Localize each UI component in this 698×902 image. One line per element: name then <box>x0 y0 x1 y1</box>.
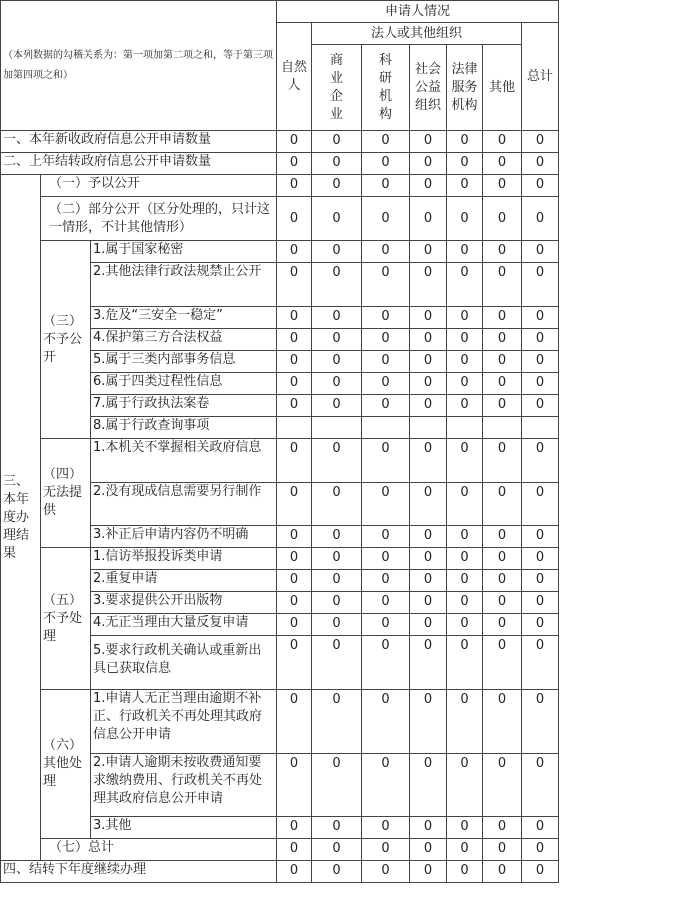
cell-value: 0 <box>362 614 410 636</box>
cell-value: 0 <box>483 526 522 548</box>
cell-value <box>483 417 522 439</box>
cell-value: 0 <box>362 241 410 263</box>
cell-value: 0 <box>483 548 522 570</box>
cell-value: 0 <box>522 839 559 861</box>
row-label: 2.重复申请 <box>91 570 277 592</box>
cell-value: 0 <box>312 329 362 351</box>
cell-value: 0 <box>483 395 522 417</box>
row-label: 2.申请人逾期未按收费通知要求缴纳费用、行政机关不再处理其政府信息公开申请 <box>91 754 277 817</box>
cell-value: 0 <box>447 861 483 883</box>
cell-value: 0 <box>312 614 362 636</box>
cell-value: 0 <box>277 395 312 417</box>
row-label: （七）总计 <box>41 839 277 861</box>
cell-value: 0 <box>410 526 447 548</box>
cell-value: 0 <box>312 197 362 241</box>
table-row <box>1 197 559 241</box>
cell-value: 0 <box>447 131 483 153</box>
header-applicant-situation: 申请人情况 <box>277 1 559 23</box>
cell-value: 0 <box>362 373 410 395</box>
cell-value: 0 <box>483 861 522 883</box>
table-row <box>1 548 559 570</box>
cell-value: 0 <box>362 307 410 329</box>
cell-value: 0 <box>483 153 522 175</box>
cell-value: 0 <box>410 614 447 636</box>
cell-value: 0 <box>483 690 522 754</box>
header-legal-service-org: 法律服务机构 <box>447 45 483 131</box>
header-research-institution: 科研机构 <box>362 45 410 131</box>
row-label: 5.要求行政机关确认或重新出具已获取信息 <box>91 636 277 690</box>
cell-value: 0 <box>447 592 483 614</box>
cell-value: 0 <box>362 131 410 153</box>
cell-value: 0 <box>447 526 483 548</box>
cell-value: 0 <box>522 263 559 307</box>
cell-value: 0 <box>277 839 312 861</box>
row-label: 2.其他法律行政法规禁止公开 <box>91 263 277 307</box>
cell-value: 0 <box>447 329 483 351</box>
cell-value: 0 <box>277 351 312 373</box>
row-label: 4.保护第三方合法权益 <box>91 329 277 351</box>
cell-value: 0 <box>277 153 312 175</box>
cell-value: 0 <box>362 636 410 690</box>
cell-value: 0 <box>312 570 362 592</box>
cell-value: 0 <box>410 351 447 373</box>
cell-value: 0 <box>483 439 522 483</box>
cell-value: 0 <box>483 373 522 395</box>
cell-value: 0 <box>483 592 522 614</box>
cell-value: 0 <box>312 839 362 861</box>
cell-value: 0 <box>277 592 312 614</box>
cell-value: 0 <box>447 373 483 395</box>
cell-value: 0 <box>522 351 559 373</box>
cell-value: 0 <box>277 570 312 592</box>
cell-value: 0 <box>447 636 483 690</box>
cell-value: 0 <box>277 329 312 351</box>
row-label: 四、结转下年度继续办理 <box>1 861 277 883</box>
cell-value: 0 <box>522 439 559 483</box>
header-legal-or-other: 法人或其他组织 <box>312 23 522 45</box>
group-5-label: （五）不予处理 <box>41 548 91 690</box>
cell-value: 0 <box>312 373 362 395</box>
cell-value: 0 <box>447 754 483 817</box>
table-row <box>1 175 559 197</box>
cell-value: 0 <box>410 570 447 592</box>
cell-value: 0 <box>312 861 362 883</box>
cell-value: 0 <box>362 263 410 307</box>
cell-value: 0 <box>522 526 559 548</box>
table-row <box>1 690 559 754</box>
cell-value: 0 <box>522 241 559 263</box>
cell-value: 0 <box>277 861 312 883</box>
cell-value <box>277 417 312 439</box>
cell-value: 0 <box>522 754 559 817</box>
cell-value: 0 <box>312 175 362 197</box>
cell-value: 0 <box>277 131 312 153</box>
cell-value: 0 <box>447 153 483 175</box>
row-label: 3.补正后申请内容仍不明确 <box>91 526 277 548</box>
cell-value: 0 <box>447 570 483 592</box>
cell-value: 0 <box>447 817 483 839</box>
cell-value: 0 <box>483 817 522 839</box>
cell-value: 0 <box>277 636 312 690</box>
cell-value: 0 <box>312 548 362 570</box>
row-label: 3.要求提供公开出版物 <box>91 592 277 614</box>
cell-value: 0 <box>410 754 447 817</box>
cell-value: 0 <box>410 395 447 417</box>
cell-value: 0 <box>312 817 362 839</box>
cell-value: 0 <box>522 395 559 417</box>
section3-label: 三、本年度办理结果 <box>1 175 41 861</box>
cell-value: 0 <box>522 197 559 241</box>
row-label: 6.属于四类过程性信息 <box>91 373 277 395</box>
cell-value: 0 <box>277 175 312 197</box>
cell-value: 0 <box>277 373 312 395</box>
cell-value: 0 <box>362 329 410 351</box>
cell-value: 0 <box>277 483 312 526</box>
cell-value: 0 <box>522 373 559 395</box>
cell-value: 0 <box>410 241 447 263</box>
row-label: 3.危及“三安全一稳定” <box>91 307 277 329</box>
cell-value: 0 <box>483 241 522 263</box>
cell-value: 0 <box>447 395 483 417</box>
cell-value: 0 <box>483 614 522 636</box>
cell-value: 0 <box>362 548 410 570</box>
table-row <box>1 241 559 263</box>
cell-value: 0 <box>483 483 522 526</box>
row-label: 1.本机关不掌握相关政府信息 <box>91 439 277 483</box>
cell-value: 0 <box>312 131 362 153</box>
cell-value: 0 <box>447 307 483 329</box>
cell-value: 0 <box>312 592 362 614</box>
cell-value: 0 <box>362 817 410 839</box>
cell-value: 0 <box>312 351 362 373</box>
table-row <box>1 861 559 883</box>
cell-value: 0 <box>277 439 312 483</box>
row-label: 4.无正当理由大量反复申请 <box>91 614 277 636</box>
cell-value: 0 <box>522 153 559 175</box>
cell-value: 0 <box>447 175 483 197</box>
row-label: 1.申请人无正当理由逾期不补正、行政机关不再处理其政府信息公开申请 <box>91 690 277 754</box>
cell-value: 0 <box>410 636 447 690</box>
cell-value <box>362 417 410 439</box>
cell-value: 0 <box>410 329 447 351</box>
cell-value: 0 <box>447 548 483 570</box>
header-note: （本列数据的勾稽关系为：第一项加第二项之和，等于第三项加第四项之和） <box>1 1 277 131</box>
cell-value: 0 <box>410 439 447 483</box>
cell-value: 0 <box>362 526 410 548</box>
row-label: 3.其他 <box>91 817 277 839</box>
cell-value: 0 <box>447 263 483 307</box>
cell-value: 0 <box>312 526 362 548</box>
cell-value: 0 <box>277 690 312 754</box>
cell-value: 0 <box>483 570 522 592</box>
row-label: （二）部分公开（区分处理的，只计这一情形，不计其他情形） <box>41 197 277 241</box>
row-label: 5.属于三类内部事务信息 <box>91 351 277 373</box>
cell-value: 0 <box>277 817 312 839</box>
cell-value: 0 <box>483 754 522 817</box>
cell-value: 0 <box>447 439 483 483</box>
cell-value: 0 <box>410 131 447 153</box>
row-label: 二、上年结转政府信息公开申请数量 <box>1 153 277 175</box>
cell-value: 0 <box>410 839 447 861</box>
group-6-label: （六）其他处理 <box>41 690 91 839</box>
header-natural-person: 自然人 <box>277 23 312 131</box>
cell-value: 0 <box>312 483 362 526</box>
cell-value: 0 <box>277 307 312 329</box>
cell-value: 0 <box>410 153 447 175</box>
cell-value <box>522 417 559 439</box>
cell-value: 0 <box>362 439 410 483</box>
table-row <box>1 439 559 483</box>
cell-value <box>312 417 362 439</box>
cell-value: 0 <box>483 839 522 861</box>
row-label: 1.信访举报投诉类申请 <box>91 548 277 570</box>
cell-value: 0 <box>522 861 559 883</box>
cell-value: 0 <box>362 197 410 241</box>
cell-value: 0 <box>522 483 559 526</box>
cell-value: 0 <box>522 131 559 153</box>
cell-value: 0 <box>522 690 559 754</box>
table-row <box>1 153 559 175</box>
cell-value: 0 <box>483 263 522 307</box>
row-label: 8.属于行政查询事项 <box>91 417 277 439</box>
cell-value: 0 <box>312 439 362 483</box>
cell-value: 0 <box>312 690 362 754</box>
cell-value: 0 <box>447 197 483 241</box>
cell-value: 0 <box>362 839 410 861</box>
cell-value: 0 <box>410 548 447 570</box>
cell-value: 0 <box>277 241 312 263</box>
header-total: 总计 <box>522 23 559 131</box>
cell-value: 0 <box>522 817 559 839</box>
cell-value: 0 <box>483 175 522 197</box>
cell-value: 0 <box>483 131 522 153</box>
header-social-welfare-org: 社会公益组织 <box>410 45 447 131</box>
cell-value: 0 <box>410 197 447 241</box>
cell-value: 0 <box>522 329 559 351</box>
cell-value: 0 <box>410 307 447 329</box>
cell-value: 0 <box>312 241 362 263</box>
cell-value: 0 <box>447 483 483 526</box>
cell-value: 0 <box>410 373 447 395</box>
cell-value: 0 <box>483 636 522 690</box>
cell-value: 0 <box>277 548 312 570</box>
cell-value: 0 <box>410 690 447 754</box>
cell-value: 0 <box>410 817 447 839</box>
cell-value: 0 <box>522 548 559 570</box>
table-row <box>1 131 559 153</box>
cell-value <box>410 417 447 439</box>
cell-value <box>447 417 483 439</box>
cell-value: 0 <box>483 329 522 351</box>
cell-value: 0 <box>312 307 362 329</box>
cell-value: 0 <box>522 592 559 614</box>
cell-value: 0 <box>312 754 362 817</box>
cell-value: 0 <box>410 861 447 883</box>
row-label: 7.属于行政执法案卷 <box>91 395 277 417</box>
cell-value: 0 <box>277 197 312 241</box>
cell-value: 0 <box>277 614 312 636</box>
cell-value: 0 <box>410 592 447 614</box>
header-other: 其他 <box>483 45 522 131</box>
cell-value: 0 <box>522 307 559 329</box>
cell-value: 0 <box>410 263 447 307</box>
cell-value: 0 <box>522 175 559 197</box>
cell-value: 0 <box>522 636 559 690</box>
cell-value: 0 <box>362 175 410 197</box>
cell-value: 0 <box>362 754 410 817</box>
cell-value: 0 <box>312 636 362 690</box>
row-label: 2.没有现成信息需要另行制作 <box>91 483 277 526</box>
cell-value: 0 <box>447 839 483 861</box>
cell-value: 0 <box>410 483 447 526</box>
cell-value: 0 <box>362 570 410 592</box>
cell-value: 0 <box>312 153 362 175</box>
cell-value: 0 <box>483 307 522 329</box>
header-commercial-enterprise: 商业企业 <box>312 45 362 131</box>
cell-value: 0 <box>362 395 410 417</box>
cell-value: 0 <box>362 690 410 754</box>
cell-value: 0 <box>277 526 312 548</box>
cell-value: 0 <box>362 351 410 373</box>
cell-value: 0 <box>447 614 483 636</box>
table-row <box>1 839 559 861</box>
cell-value: 0 <box>362 861 410 883</box>
group-3-label: （三）不予公开 <box>41 241 91 439</box>
cell-value: 0 <box>522 614 559 636</box>
cell-value: 0 <box>447 241 483 263</box>
cell-value: 0 <box>522 570 559 592</box>
cell-value: 0 <box>362 483 410 526</box>
cell-value: 0 <box>277 263 312 307</box>
cell-value: 0 <box>410 175 447 197</box>
cell-value: 0 <box>312 263 362 307</box>
row-label: 1.属于国家秘密 <box>91 241 277 263</box>
row-label: 一、本年新收政府信息公开申请数量 <box>1 131 277 153</box>
cell-value: 0 <box>483 197 522 241</box>
cell-value: 0 <box>362 592 410 614</box>
cell-value: 0 <box>277 754 312 817</box>
cell-value: 0 <box>447 351 483 373</box>
cell-value: 0 <box>362 153 410 175</box>
cell-value: 0 <box>483 351 522 373</box>
row-label: （一）予以公开 <box>41 175 277 197</box>
group-4-label: （四）无法提供 <box>41 439 91 548</box>
cell-value: 0 <box>447 690 483 754</box>
cell-value: 0 <box>312 395 362 417</box>
